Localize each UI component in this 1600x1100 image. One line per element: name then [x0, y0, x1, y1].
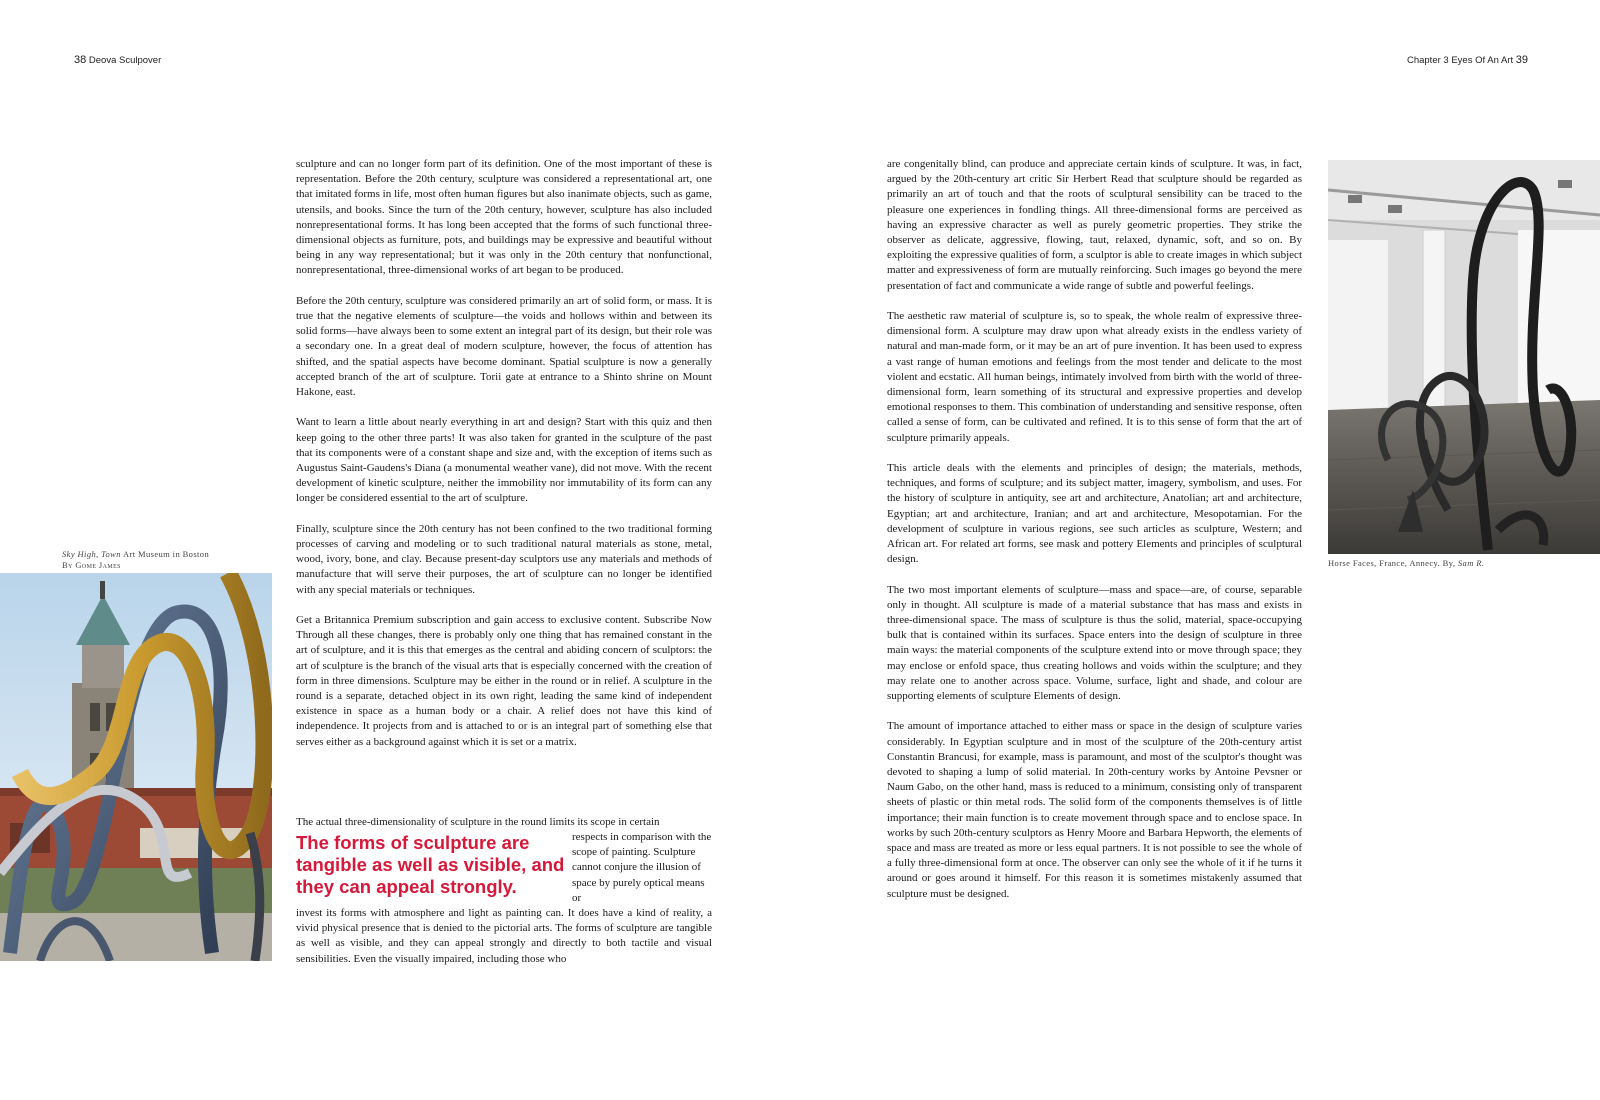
- right-body-column: [887, 157, 1302, 917]
- left-paragraph-3: Want to learn a little about nearly everything in art and design? Start with this quiz and then keep going to the other three parts! It was also taken for granted in the sculpture of the past that its components were of a constant shape and size and, with the exception of items such as Augustus Saint-Gaudens's Diana (a monumental weather vane), did not move. With the recent development of kinetic sculpture, neither the immobility nor immutability of its form can any longer be considered essential to the art of sculpture.: [296, 416, 712, 505]
- right-sculpture-photo: [1328, 160, 1600, 554]
- pull-quote: The forms of sculpture are tangible as well as visible, and they can appeal strongly.: [296, 832, 565, 897]
- left-photo-caption: [62, 549, 272, 571]
- left-running-title: Deova Sculpover: [88, 55, 162, 66]
- left-final-tail: invest its forms with atmosphere and light as painting can. It does have a kind of reality, a vivid physical presence that is denied to the pictorial arts. The forms of sculpture are tangible as well as visible, and they can appeal strongly and directly to both tactile and visual sensibilities. Even the visually impaired, including those who: [296, 907, 712, 965]
- gallery-sculpture-illustration: [1328, 160, 1600, 554]
- right-photo-caption: [1328, 558, 1588, 569]
- left-final-lead-line: The actual three-dimensionality of sculpture in the round limits its scope in certain: [296, 816, 660, 828]
- right-page-number: 39: [1515, 54, 1528, 66]
- left-body-column: [296, 157, 712, 765]
- right-paragraph-2: The aesthetic raw material of sculpture is, so to speak, the whole realm of expressive three-dimensional form. A sculpture may draw upon what already exists in the endless variety of natural and man-made form, or it may be an art of pure invention. It has been used to express a vast range of human emotions and feelings from the most tender and delicate to the most violent and ecstatic. All human beings, intimately involved from birth with the world of three-dimensional form, learn something of its structural and expressive properties and develop emotional responses to them. This combination of understanding and sensitive response, often called a sense of form, can be cultivated and refined. It is to this sense of form that the art of sculpture primarily appeals.: [887, 310, 1302, 444]
- right-running-title: Chapter 3 Eyes Of An Art: [1406, 55, 1514, 66]
- right-caption-author: Sam R.: [1457, 558, 1485, 568]
- left-final-beside-quote: respects in comparison with the scope of painting. Sculpture cannot conjure the illusion of space by purely optical means or: [572, 831, 712, 904]
- left-paragraph-2: Before the 20th century, sculpture was considered primarily an art of solid form, or mass. It is true that the negative elements of sculpture—the voids and hollows within and between its solid forms—have always been to some extent an integral part of its design, but their role was a secondary one. In a great deal of modern sculpture, however, the focus of attention has shifted, and the spatial aspects have become dominant. Spatial sculpture is now a generally accepted branch of the art of sculpture. Torii gate at entrance to a Shinto shrine on Mount Hakone, east.: [296, 294, 712, 399]
- left-running-head: [74, 54, 161, 66]
- left-caption-place: Art Museum in Boston: [120, 549, 210, 559]
- left-page-number: 38: [74, 54, 87, 66]
- right-paragraph-5: The amount of importance attached to either mass or space in the design of sculpture varies considerably. In Egyptian sculpture and in most of the sculpture of the 20th-century artist Constantin Brancusi, for example, mass is paramount, and most of the sculptor's thought was devoted to shaping a lump of solid material. In 20th-century works by Antoine Pevsner or Naum Gabo, on the other hand, mass is reduced to a minimum, consisting only of transparent sheets of plastic or thin metal rods. The solid form of the components themselves is of little importance; their main function is to create movement through space and to enclose space. In works by such 20th-century sculptors as Henry Moore and Barbara Hepworth, the elements of space and mass are treated as more or less equal partners. It is not possible to see the whole of a fully three-dimensional form at once. The observer can only see the whole of it if he turns it around or goes around it himself. For this reason it is sometimes mistakenly assumed that sculpture must be designed.: [887, 720, 1302, 900]
- right-running-head: [1407, 54, 1528, 66]
- left-caption-credit: By Gome James: [62, 560, 121, 570]
- ribbon-sculpture-illustration: [0, 573, 272, 961]
- right-caption-text: Horse Faces, France, Annecy. By,: [1328, 558, 1458, 568]
- right-paragraph-4: The two most important elements of sculpture—mass and space—are, of course, separable only in thought. All sculpture is made of a material substance that has mass and exists in three-dimensional space. The mass of sculpture is thus the solid, material, space-occupying bulk that is contained within its surfaces. Space enters into the design of sculpture in three main ways: the material components of the sculpture extend into or move through space; they may enclose or enfold space, thus creating hollows and voids within the sculpture; and they may relate one to another across space. Volume, surface, light and shade, and colour are supporting elements of sculpture Elements of design.: [887, 583, 1302, 703]
- left-paragraph-4: Finally, sculpture since the 20th century has not been confined to the two traditional forming processes of carving and modeling or to such traditional natural materials as stone, metal, wood, ivory, bone, and clay. Because present-day sculptors use any materials and methods of manufacture that will serve their purposes, the art of sculpture can no longer be identified with any special materials or techniques.: [296, 522, 712, 596]
- right-paragraph-1: are congenitally blind, can produce and appreciate certain kinds of sculpture. It was, in fact, argued by the 20th-century art critic Sir Herbert Read that sculpture should be regarded as primarily an art of touch and that the roots of sculptural sensibility can be traced to the pleasure one experiences in fondling things. All three-dimensional forms are perceived as having an expressive character as well as purely geometric properties. They strike the observer as delicate, aggressive, flowing, taut, relaxed, dynamic, soft, and so on. By exploiting the expressive qualities of form, a sculptor is able to create images in which subject matter and expressiveness of form are mutually reinforcing. Such images go beyond the mere presentation of fact and communicate a wide range of subtle and powerful feelings.: [887, 158, 1302, 292]
- right-paragraph-3: This article deals with the elements and principles of design; the materials, methods, techniques, and forms of sculpture; and its subject matter, imagery, symbolism, and uses. For the history of sculpture in antiquity, see art and architecture, Anatolian; art and architecture, Egyptian; art and architecture, Iranian; and art and architecture, Mesopotamian. For the development of sculpture in various regions, see such articles as sculpture, Western; and African art. For related art forms, see mask and pottery Elements and principles of sculptural design.: [887, 462, 1302, 566]
- left-sculpture-photo: [0, 573, 272, 961]
- left-paragraph-5: Get a Britannica Premium subscription and gain access to exclusive content. Subscribe Now Through all these changes, there is probably only one thing that has remained constant in the art of sculpture, and it is this that emerges as the central and abiding concern of sculptors: the art of sculpture is the branch of the visual arts that is especially concerned with the creation of form in three dimensions. Sculpture may be either in the round or in relief. A sculpture in the round is a separate, detached object in its own right, leading the same kind of independent existence in space as a human body or a chair. A relief does not have this kind of independence. It projects from and is attached to or is an integral part of something else that serves either as a background against which it is set or a matrix.: [296, 614, 712, 748]
- left-caption-title: Sky High, Town: [62, 549, 121, 559]
- left-paragraph-1: sculpture and can no longer form part of its definition. One of the most important of these is representation. Before the 20th century, sculpture was considered a representational art, one that imitated forms in life, most often human figures but also inanimate objects, such as game, utensils, and books. Since the turn of the 20th century, however, sculpture has also included nonrepresentational forms. It has long been accepted that the forms of such functional three-dimensional objects as furniture, pots, and buildings may be expressive and beautiful without being in any way representational; but it was only in the 20th century that nonfunctional, nonrepresentational, three-dimensional works of art began to be produced.: [296, 158, 712, 277]
